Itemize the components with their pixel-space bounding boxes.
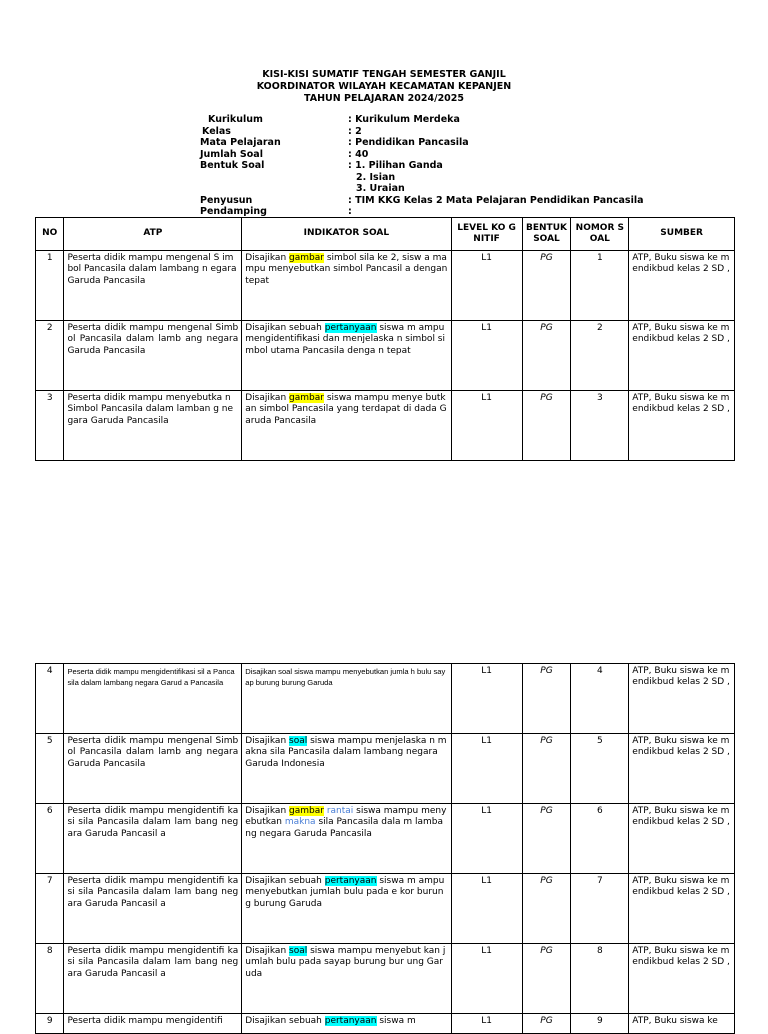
cell-sumber: ATP, Buku siswa ke mendikbud kelas 2 SD ,: [629, 391, 735, 461]
table-row: [36, 321, 735, 391]
meta-label-kelas: Kelas: [202, 125, 231, 137]
cell-atp: Peserta didik mampu mengidentifi kasi sila Pancasila dalam lam bang negara Garuda Pancasil a: [64, 944, 242, 1014]
cell-bentuk-soal: PG: [522, 874, 571, 944]
meta-label-penyusun: Penyusun: [200, 194, 253, 206]
indikator-text: Disajikan: [245, 806, 290, 816]
indikator-text: sila Pancasila dala m lambang negara Garuda Pancasila: [245, 817, 444, 839]
indikator-text: Disajikan: [245, 393, 290, 403]
table-row: [36, 874, 735, 944]
cell-level-kognitif: L1: [451, 664, 522, 734]
cell-sumber: ATP, Buku siswa ke mendikbud kelas 2 SD ,: [629, 944, 735, 1014]
indikator-text: siswa m ampu mengidentifikasi dan menjelaska n simbol simbol utama Pancasila denga n tepat: [245, 323, 445, 356]
doc-title-line-1: KISI-KISI SUMATIF TENGAH SEMESTER GANJIL: [262, 69, 506, 80]
indikator-text: Disajikan sebuah: [245, 323, 325, 333]
cell-sumber: ATP, Buku siswa ke mendikbud kelas 2 SD ,: [629, 251, 735, 321]
cell-nomor-soal: 8: [571, 944, 629, 1014]
highlighted-term: pertanyaan: [324, 1016, 377, 1026]
cell-no: 5: [36, 734, 64, 804]
header-sumber: SUMBER: [629, 218, 735, 251]
cell-level-kognitif: L1: [451, 391, 522, 461]
table-row: [36, 804, 735, 874]
indikator-text: simbol sila ke 2, sisw a mampu menyebutkan simbol Pancasil a dengan tepat: [245, 253, 448, 286]
header-indikator-soal: INDIKATOR SOAL: [242, 218, 451, 251]
highlighted-term: gambar: [289, 806, 324, 816]
cell-indikator-soal: [242, 944, 451, 1014]
table-row: [36, 664, 735, 734]
cell-sumber: ATP, Buku siswa ke mendikbud kelas 2 SD ,: [629, 874, 735, 944]
cell-sumber: ATP, Buku siswa ke mendikbud kelas 2 SD ,: [629, 321, 735, 391]
cell-indikator-soal: [242, 251, 451, 321]
cell-level-kognitif: L1: [451, 251, 522, 321]
cell-indikator-soal: [242, 874, 451, 944]
meta-value-jumlah-soal: : 40: [348, 148, 369, 160]
cell-no: 2: [36, 321, 64, 391]
cell-nomor-soal: 5: [571, 734, 629, 804]
cell-bentuk-soal: PG: [522, 804, 571, 874]
cell-level-kognitif: L1: [451, 321, 522, 391]
highlighted-term: gambar: [289, 253, 324, 263]
highlighted-term: makna: [284, 817, 316, 828]
cell-atp: Peserta didik mampu mengidentifikasi sil a Pancasila dalam lambang negara Garud a Pancasila: [64, 664, 242, 734]
cell-atp: Peserta didik mampu mengidentifi kasi sila Pancasila dalam lam bang negara Garuda Pancasil a: [64, 874, 242, 944]
cell-no: 8: [36, 944, 64, 1014]
meta-block: [200, 114, 720, 218]
cell-level-kognitif: L1: [451, 944, 522, 1014]
cell-bentuk-soal: PG: [522, 251, 571, 321]
meta-label-bentuk-soal: Bentuk Soal: [200, 160, 265, 171]
header-nomor-soal: NOMOR SOAL: [571, 218, 629, 251]
cell-atp: Peserta didik mampu mengenal Simbol Pancasila dalam lamb ang negara Garuda Pancasila: [64, 321, 242, 391]
header-atp: ATP: [64, 218, 242, 251]
highlighted-term: pertanyaan: [324, 323, 377, 333]
indikator-text: Disajikan: [245, 946, 290, 956]
cell-atp: Peserta didik mampu mengidentifi kasi sila Pancasila dalam lam bang negara Garuda Pancasil a: [64, 804, 242, 874]
indikator-text: Disajikan: [245, 736, 290, 746]
header-bentuk-soal: BENTUK SOAL: [522, 218, 571, 251]
cell-sumber: ATP, Buku siswa ke mendikbud kelas 2 SD ,: [629, 804, 735, 874]
meta-value-pendamping: :: [348, 206, 352, 217]
indikator-text: Disajikan sebuah: [245, 1016, 325, 1026]
meta-value-penyusun: : TIM KKG Kelas 2 Mata Pelajaran Pendidikan Pancasila: [348, 194, 644, 206]
cell-indikator-soal: [242, 391, 451, 461]
cell-bentuk-soal: PG: [522, 664, 571, 734]
doc-title-line-3: TAHUN PELAJARAN 2024/2025: [303, 93, 465, 104]
cell-nomor-soal: 2: [571, 321, 629, 391]
cell-nomor-soal: 3: [571, 391, 629, 461]
indikator-text: Disajikan soal siswa mampu menyebutkan jumla h bulu sayap burung burung Garuda: [245, 667, 446, 688]
indikator-text: siswa mampu menyebutkan: [245, 806, 447, 828]
cell-nomor-soal: 1: [571, 251, 629, 321]
highlighted-term: pertanyaan: [324, 876, 377, 886]
meta-label-kurikulum: Kurikulum: [208, 114, 263, 125]
highlighted-term: gambar: [289, 393, 324, 403]
cell-bentuk-soal: PG: [522, 391, 571, 461]
meta-value-kelas: : 2: [348, 125, 362, 137]
doc-title-line-2: KOORDINATOR WILAYAH KECAMATAN KEPANJEN: [256, 81, 512, 92]
cell-indikator-soal: [242, 734, 451, 804]
meta-label-jumlah-soal: Jumlah Soal: [200, 148, 263, 160]
cell-atp: Peserta didik mampu mengenal Simbol Pancasila dalam lamb ang negara Garuda Pancasila: [64, 734, 242, 804]
kisi-kisi-table-page-2: [35, 663, 735, 1034]
meta-value-bentuk-soal-1: : 1. Pilihan Ganda: [348, 160, 443, 171]
indikator-text: siswa mampu menjelaska n makna sila Pancasila dalam lambang negara Garuda Indonesia: [245, 736, 447, 769]
highlighted-term: rantai: [326, 806, 354, 816]
kisi-kisi-table-page-1: [35, 217, 735, 461]
cell-no: 6: [36, 804, 64, 874]
meta-value-bentuk-soal-2: 2. Isian: [356, 171, 396, 183]
cell-level-kognitif: L1: [451, 874, 522, 944]
table-row: [36, 944, 735, 1014]
cell-bentuk-soal: PG: [522, 734, 571, 804]
cell-indikator-soal: [242, 804, 451, 874]
header-no: NO: [36, 218, 64, 251]
cell-no: 4: [36, 664, 64, 734]
cell-indikator-soal: [242, 321, 451, 391]
cell-sumber: ATP, Buku siswa ke mendikbud kelas 2 SD ,: [629, 664, 735, 734]
cell-level-kognitif: L1: [451, 1014, 522, 1034]
indikator-text: siswa mampu menye butkan simbol Pancasila yang terdapat di dada Garuda Pancasila: [245, 393, 447, 426]
highlighted-term: soal: [289, 736, 308, 746]
indikator-text: siswa m ampu menyebutkan jumlah bulu pada e kor burung burung Garuda: [245, 876, 445, 909]
meta-value-kurikulum: : Kurikulum Merdeka: [348, 114, 460, 125]
indikator-text: Disajikan sebuah: [245, 876, 325, 886]
meta-label-pendamping: Pendamping: [200, 206, 267, 217]
header-level-kognitif: LEVEL KO GNITIF: [451, 218, 522, 251]
meta-label-mapel: Mata Pelajaran: [200, 137, 281, 148]
cell-no: 7: [36, 874, 64, 944]
table-row: [36, 391, 735, 461]
cell-bentuk-soal: PG: [522, 321, 571, 391]
indikator-text: Disajikan: [245, 253, 290, 263]
table-row: [36, 734, 735, 804]
cell-bentuk-soal: PG: [522, 944, 571, 1014]
cell-indikator-soal: [242, 664, 451, 734]
highlighted-term: soal: [289, 946, 308, 956]
cell-no: 1: [36, 251, 64, 321]
table-header-row: [36, 218, 735, 251]
cell-atp: Peserta didik mampu menyebutka n Simbol Pancasila dalam lamban g negara Garuda Pancasila: [64, 391, 242, 461]
cell-no: 9: [36, 1014, 64, 1034]
cell-sumber: ATP, Buku siswa ke: [629, 1014, 735, 1034]
cell-no: 3: [36, 391, 64, 461]
indikator-text: siswa m: [376, 1016, 416, 1026]
cell-nomor-soal: 6: [571, 804, 629, 874]
cell-atp: Peserta didik mampu mengidentifi: [64, 1014, 242, 1034]
cell-sumber: ATP, Buku siswa ke mendikbud kelas 2 SD ,: [629, 734, 735, 804]
indikator-text: siswa mampu menyebut kan jumlah bulu pada sayap burung bur ung Garuda: [245, 946, 446, 979]
meta-value-bentuk-soal-3: 3. Uraian: [356, 183, 405, 194]
cell-nomor-soal: 4: [571, 664, 629, 734]
meta-value-mapel: : Pendidikan Pancasila: [348, 137, 469, 148]
cell-nomor-soal: 7: [571, 874, 629, 944]
cell-atp: Peserta didik mampu mengenal S imbol Pancasila dalam lambang n egara Garuda Pancasila: [64, 251, 242, 321]
cell-bentuk-soal: PG: [522, 1014, 571, 1034]
cell-level-kognitif: L1: [451, 734, 522, 804]
cell-level-kognitif: L1: [451, 804, 522, 874]
table-row: [36, 251, 735, 321]
cell-nomor-soal: 9: [571, 1014, 629, 1034]
